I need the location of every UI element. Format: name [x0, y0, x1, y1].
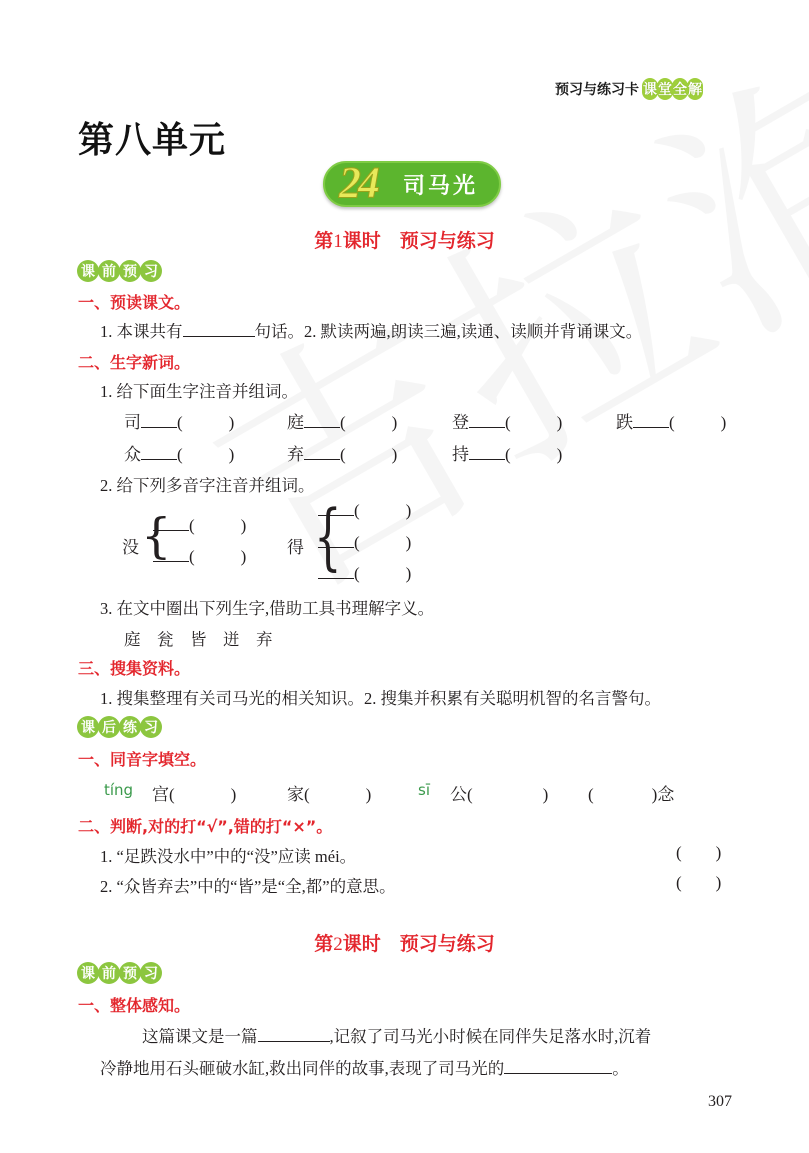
period-2-title: 第2课时 预习与练习: [314, 933, 495, 955]
section-heading: 一、同音字填空。: [78, 750, 207, 769]
paragraph-line: 这篇课文是一篇 ,记叙了司马光小时候在同伴失足落水时,沉着: [142, 1027, 652, 1046]
homophone-slot: 宫( ): [152, 785, 237, 804]
poly-slot: ( ): [318, 564, 411, 584]
char-item: 弃 ( ): [287, 445, 398, 464]
section-heading: 二、判断,对的打“√”,错的打“×”。: [78, 817, 333, 836]
badge-char: 全: [672, 78, 688, 100]
homophone-slot: ( )念: [588, 785, 675, 804]
char-item: 众 ( ): [124, 445, 235, 464]
judge-answer[interactable]: ( ): [676, 873, 722, 892]
fill-blank[interactable]: [504, 1059, 612, 1074]
unit-title: 第八单元: [78, 120, 227, 161]
brace-icon: {: [314, 494, 342, 578]
poly-slot: ( ): [318, 533, 411, 553]
pre-class-pill: 课 前 预 习: [77, 962, 161, 984]
page-header: [555, 78, 703, 100]
pinyin: tíng: [104, 781, 134, 799]
pre-class-pill: 课 前 预 习: [77, 260, 161, 282]
circle-chars: 庭 瓮 皆 迸 弃: [124, 630, 273, 649]
judge-item: 1. “足跌没水中”中的“没”应读 méi。: [100, 847, 357, 866]
question: 3. 在文中圈出下列生字,借助工具书理解字义。: [100, 599, 435, 618]
fill-blank[interactable]: [258, 1027, 330, 1042]
paragraph-line: 冷静地用石头砸破水缸,救出同伴的故事,表现了司马光的 。: [100, 1059, 629, 1078]
judge-item: 2. “众皆弃去”中的“皆”是“全,都”的意思。: [100, 877, 396, 896]
lesson-badge: [323, 157, 501, 207]
post-class-pill: 课 后 练 习: [77, 716, 161, 738]
brace-icon: {: [141, 508, 172, 564]
period-1-title: 第1课时 预习与练习: [314, 230, 495, 252]
char-item: 跌 ( ): [616, 413, 727, 432]
page-number: 307: [708, 1093, 732, 1110]
header-label: 预习与练习卡: [555, 82, 639, 98]
badge-char: 课: [642, 78, 658, 100]
char-item: 司 ( ): [124, 413, 235, 432]
section-heading: 一、预读课文。: [78, 293, 191, 312]
question: 1. 给下面生字注音并组词。: [100, 382, 298, 401]
badge-char: 解: [687, 78, 703, 100]
section-heading: 三、搜集资料。: [78, 659, 191, 678]
poly-char: 得: [287, 538, 304, 557]
badge-char: 堂: [657, 78, 673, 100]
header-badge: [643, 78, 703, 100]
lesson-name: 司马光: [403, 174, 479, 199]
lesson-number: 24: [339, 158, 377, 207]
poly-slot: ( ): [153, 516, 246, 536]
sec1-line: 1. 本课共有 句话。2. 默读两遍,朗读三遍,读通、读顺并背诵课文。: [100, 322, 643, 341]
homophone-slot: 家( ): [287, 785, 372, 804]
fill-blank[interactable]: [183, 322, 255, 337]
judge-answer[interactable]: ( ): [676, 843, 722, 862]
sec3-line: 1. 搜集整理有关司马光的相关知识。2. 搜集并积累有关聪明机智的名言警句。: [100, 689, 661, 708]
section-heading: 一、整体感知。: [78, 996, 191, 1015]
homophone-slot: 公( ): [450, 785, 549, 804]
char-item: 持 ( ): [452, 445, 563, 464]
char-item: 登 ( ): [452, 413, 563, 432]
poly-char: 没: [122, 538, 139, 557]
poly-slot: ( ): [153, 547, 246, 567]
question: 2. 给下列多音字注音并组词。: [100, 476, 315, 495]
pinyin: sī: [418, 781, 430, 799]
section-heading: 二、生字新词。: [78, 353, 191, 372]
poly-slot: ( ): [318, 501, 411, 521]
char-item: 庭 ( ): [287, 413, 398, 432]
